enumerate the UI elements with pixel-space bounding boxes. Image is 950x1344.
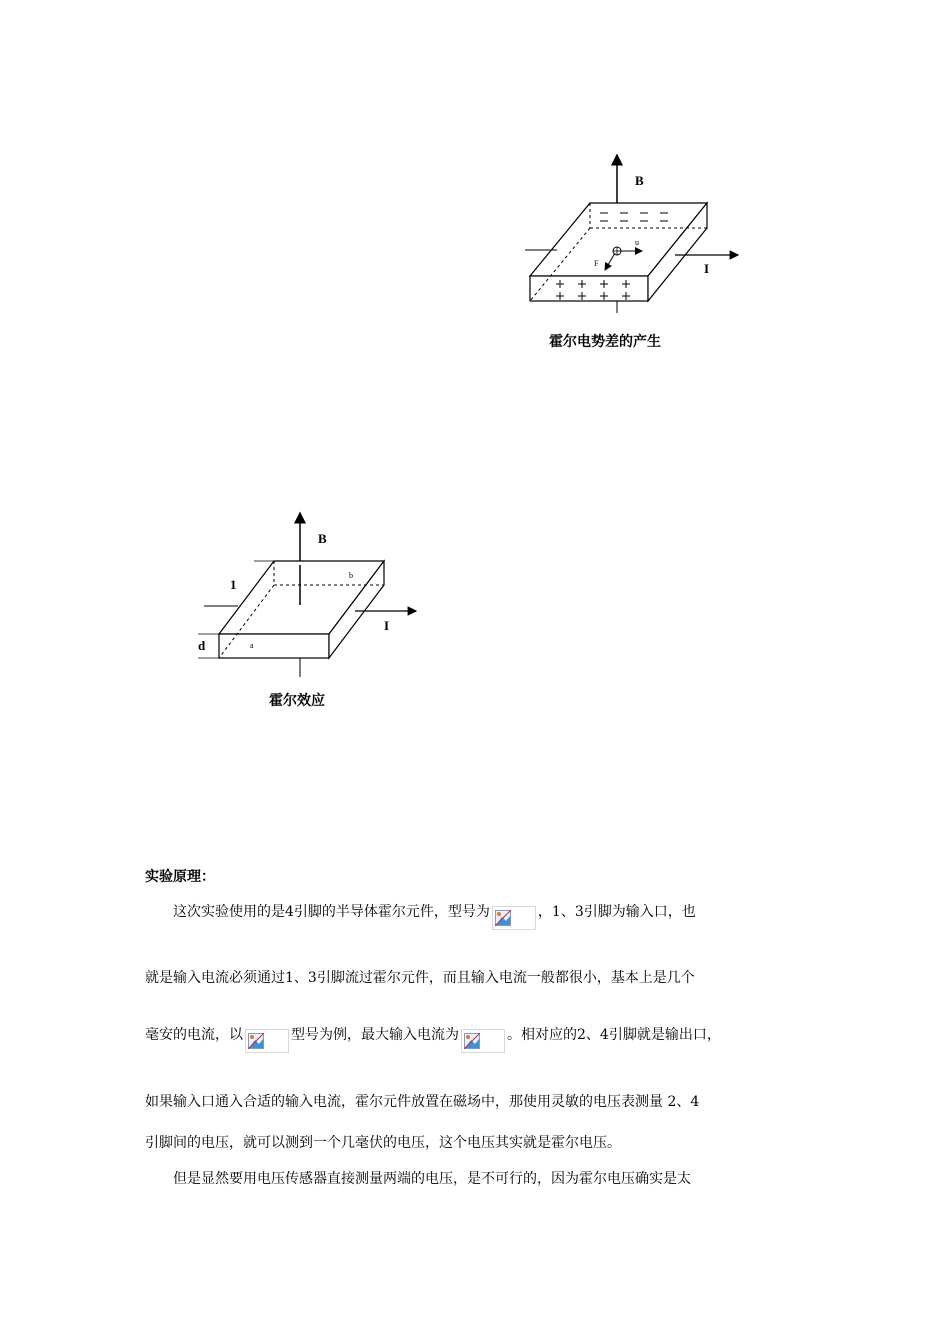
- paragraph-line-6: 但是显然要用电压传感器直接测量两端的电压，是不可行的，因为霍尔电压确实是太: [173, 1171, 691, 1187]
- label-1: 1: [230, 577, 237, 592]
- figure-hall-potential: [520, 145, 760, 315]
- broken-image-icon: [245, 1029, 289, 1053]
- label-i: I: [704, 261, 710, 276]
- figure-hall-potential-caption: 霍尔电势差的产生: [549, 334, 661, 350]
- text-span: 毫安的电流，以: [145, 1027, 243, 1043]
- label-b: B: [635, 173, 644, 188]
- text-span: 型号为例，最大输入电流为: [291, 1027, 459, 1043]
- broken-image-icon: [492, 906, 536, 930]
- label-a: a: [250, 641, 254, 650]
- section-heading: 实验原理：: [145, 869, 215, 885]
- label-u: u: [635, 238, 639, 247]
- figure-hall-effect-drawing: [190, 505, 430, 685]
- text-span: 这次实验使用的是4引脚的半导体霍尔元件，型号为: [173, 904, 490, 920]
- text-span: ，1、3引脚为输入口，也: [537, 904, 696, 920]
- label-b-small: b: [349, 571, 353, 580]
- paragraph-line-1: [173, 902, 696, 930]
- paragraph-line-4: 如果输入口通入合适的输入电流，霍尔元件放置在磁场中，那使用灵敏的电压表测量 2、4: [145, 1094, 700, 1110]
- broken-image-icon: [461, 1029, 505, 1053]
- paragraph-line-5: 引脚间的电压，就可以测到一个几毫伏的电压，这个电压其实就是霍尔电压。: [145, 1135, 621, 1151]
- figure-hall-effect-caption: 霍尔效应: [269, 693, 325, 709]
- label-b: B: [318, 531, 327, 546]
- label-f: F: [594, 259, 599, 268]
- figure-hall-effect: [190, 505, 430, 685]
- label-i: I: [384, 618, 390, 633]
- text-span: 。相对应的2、4引脚就是输出口，: [507, 1027, 721, 1043]
- label-d: d: [198, 638, 206, 653]
- paragraph-line-3: [145, 1025, 721, 1053]
- paragraph-line-2: 就是输入电流必须通过1、3引脚流过霍尔元件，而且输入电流一般都很小，基本上是几个: [145, 970, 695, 986]
- figure-hall-potential-drawing: [520, 145, 760, 315]
